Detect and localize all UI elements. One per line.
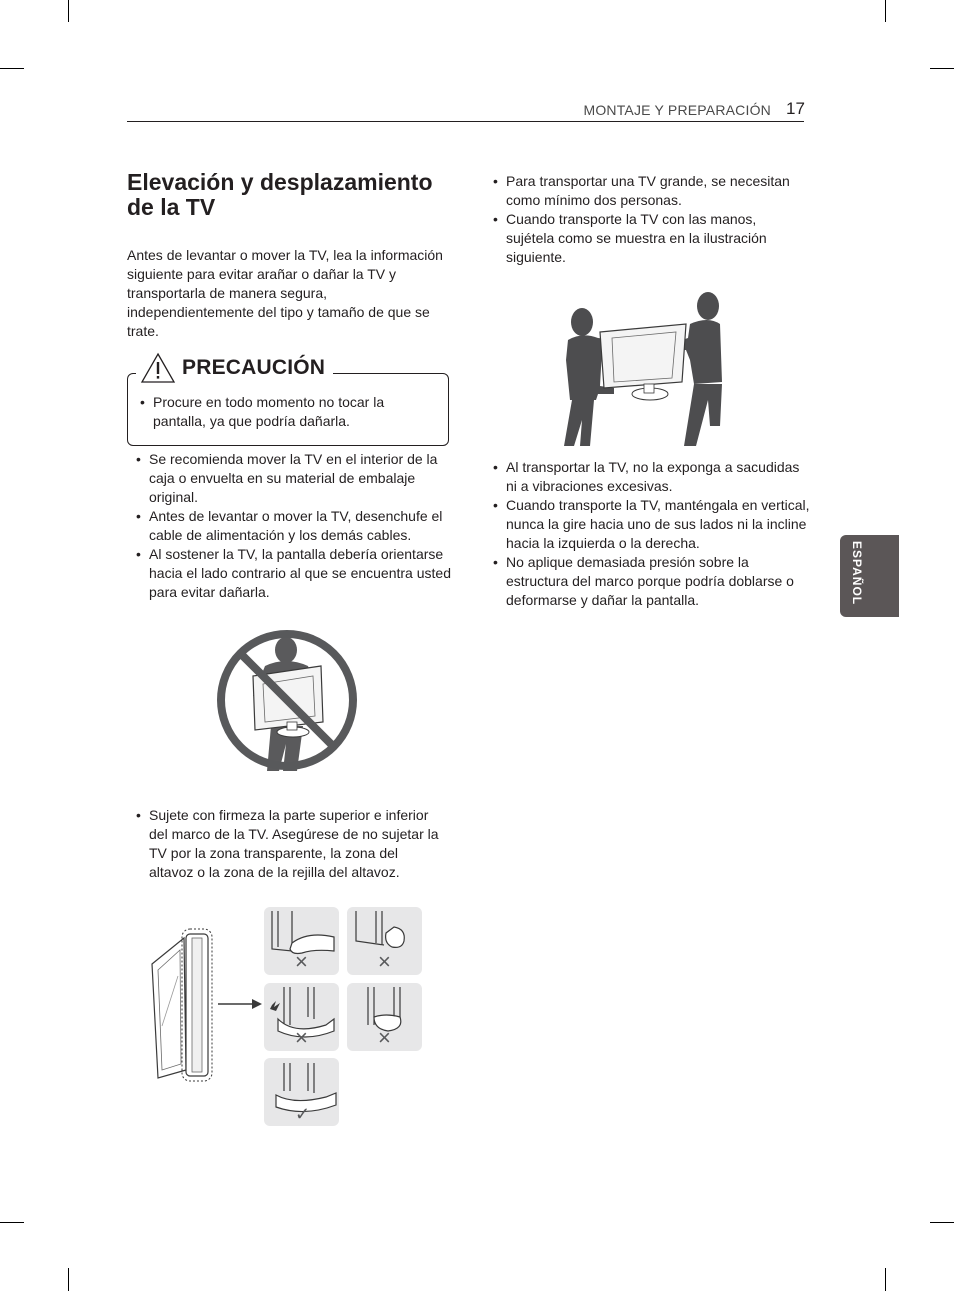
list-item: • Procure en todo momento no tocar la pantalla, ya que podría dañarla. <box>131 393 411 431</box>
list-item: • Cuando transporte la TV con las manos, sujétela como se muestra en la ilustración siguiente. <box>484 210 806 267</box>
wrong-mark: × <box>378 949 391 974</box>
page-title: Elevación y desplazamiento de la TV <box>127 169 433 220</box>
crop-mark <box>885 0 886 22</box>
language-tab <box>840 535 899 617</box>
language-tab-label: ESPAÑOL <box>850 541 864 606</box>
arrow-icon <box>216 996 264 1012</box>
caution-header <box>136 350 333 386</box>
prohibited-carry-illustration <box>213 626 363 774</box>
two-person-carry-illustration <box>562 290 728 446</box>
list-item: • Se recomienda mover la TV en el interior de la caja o envuelta en su material de embalaje original. <box>127 450 454 507</box>
list-item: • Cuando transporte la TV, manténgala en vertical, nunca la gire hacia uno de sus lados ni la incline hacia la izquierda o la derecha. <box>484 496 810 553</box>
wrong-mark: × <box>378 1025 391 1050</box>
warning-triangle-icon <box>140 352 176 384</box>
list-item: • No aplique demasiada presión sobre la estructura del marco porque podría doblarse o deformarse y dañar la pantalla. <box>484 553 810 610</box>
crop-mark <box>885 1268 886 1291</box>
crop-mark <box>0 1222 24 1223</box>
right-bullet-list <box>484 172 806 267</box>
wrong-mark: × <box>295 949 308 974</box>
grip-illustrations <box>264 907 424 1129</box>
right-bullet-list-2 <box>484 458 810 610</box>
right-mark: ✓ <box>295 1104 311 1124</box>
crop-mark <box>0 68 24 69</box>
crop-mark <box>930 68 954 69</box>
crop-mark <box>930 1222 954 1223</box>
list-item: • Antes de levantar o mover la TV, desenchufe el cable de alimentación y los demás cables. <box>127 507 454 545</box>
list-item: • Al transportar la TV, no la exponga a sacudidas ni a vibraciones excesivas. <box>484 458 810 496</box>
wrong-mark: × <box>295 1025 308 1050</box>
caution-title: PRECAUCIÓN <box>182 356 326 379</box>
intro-paragraph: Antes de levantar o mover la TV, lea la información siguiente para evitar arañar o dañar la TV y transportarla de manera segura, independientemente del tipo y tamaño de que se trate. <box>127 247 443 339</box>
crop-mark <box>68 0 69 22</box>
header-divider <box>127 121 804 122</box>
left-bullet-list <box>127 450 454 602</box>
list-item: • Sujete con firmeza la parte superior e inferior del marco de la TV. Asegúrese de no sujetar la TV por la zona transparente, la zona del altavoz o la zona de la rejilla del altavoz. <box>127 806 445 882</box>
section-header: MONTAJE Y PREPARACIÓN <box>583 102 771 118</box>
left-bullet-list-2 <box>127 806 445 882</box>
list-item: • Para transportar una TV grande, se necesitan como mínimo dos personas. <box>484 172 806 210</box>
list-item: • Al sostener la TV, la pantalla debería orientarse hacia el lado contrario al que se encuentra usted para evitar dañarla. <box>127 545 454 602</box>
crop-mark <box>68 1268 69 1291</box>
caution-list <box>131 393 411 431</box>
page-number: 17 <box>786 99 805 118</box>
